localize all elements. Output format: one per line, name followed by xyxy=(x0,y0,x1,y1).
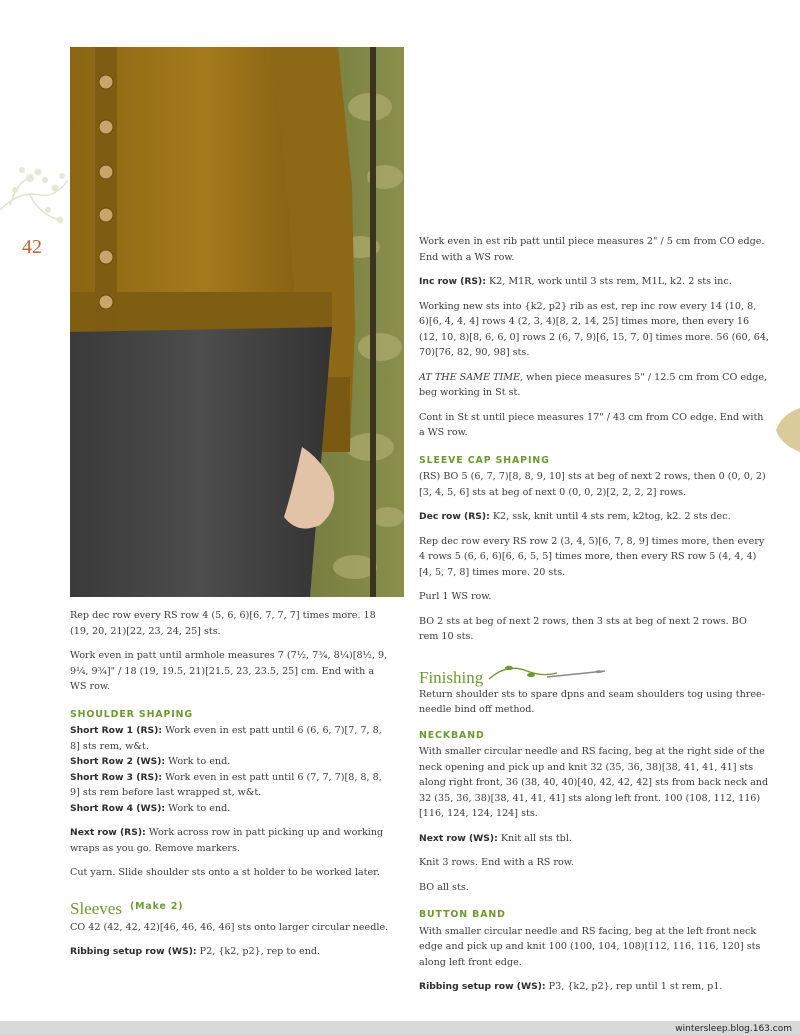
paragraph: With smaller circular needle and RS facing, beg at the right side of the neck opening and pick up and knit 32 (35, 36, 38)[38, 41, 41, 41] sts along right front, 36 (38, 40, 40)[40, 42, 42, 42] sts from back neck and 32 (35, 36, 38)[38, 41, 41, 41] sts along left front. 100 (108, 112, 116)[116, 124, 124, 124] sts. xyxy=(419,746,769,819)
paragraph: BO all sts. xyxy=(419,881,469,893)
instruction-line xyxy=(70,770,390,801)
text: Work to end. xyxy=(165,802,231,814)
paragraph: Cont in St st until piece measures 17" / 43 cm from CO edge. End with a WS row. xyxy=(419,411,764,438)
label: Short Row 3 (RS): xyxy=(70,771,163,783)
photo-cardigan xyxy=(70,47,404,597)
paragraph: Knit 3 rows. End with a RS row. xyxy=(419,857,574,868)
label: Short Row 2 (WS): xyxy=(70,756,166,767)
paragraph: Work even in est rib patt until piece measures 2" / 5 cm from CO edge. End with a WS row. xyxy=(419,236,765,263)
title: Sleeves xyxy=(70,898,122,918)
paragraph: Rep dec row every RS row 2 (3, 4, 5)[6, 7, 8, 9] times more, then every 4 rows 5 (6, 6, 6)[6, 6, 5, 5] times more, then every RS row 5 (4, 4, 4)[4, 5, 7, 8] times more. 20 sts. xyxy=(419,535,765,578)
label: Next row (RS): xyxy=(70,827,146,838)
heading-button-band: BUTTON BAND xyxy=(419,909,506,920)
heading-sleeve-cap-shaping: SLEEVE CAP SHAPING xyxy=(419,454,550,466)
vine-ornament-icon xyxy=(0,150,70,240)
paragraph: Cut yarn. Slide shoulder sts onto a st holder to be worked later. xyxy=(70,867,380,878)
instruction-line xyxy=(419,831,769,847)
instruction-line xyxy=(70,754,390,770)
subtitle: (Make 2) xyxy=(129,900,184,912)
left-column xyxy=(70,608,390,969)
paragraph: (RS) BO 5 (6, 7, 7)[8, 8, 9, 10] sts at beg of next 2 rows, then 0 (0, 0, 2)[3, 4, 5, 6] sts at beg of next 0 (0, 0, 2)[2, 2, 2, 2] rows. xyxy=(419,471,766,498)
label: Next row (WS): xyxy=(419,832,498,844)
title: Finishing xyxy=(419,667,484,687)
instruction-line xyxy=(419,274,769,290)
text: Work across row in patt picking up and working wraps as you go. Remove markers. xyxy=(70,827,384,854)
section-title-finishing xyxy=(419,659,769,687)
text: Work even in est patt until 6 (7, 7, 7)[8, 8, 8, 9] sts rem before last wrapped st, w&t. xyxy=(70,771,382,798)
right-column xyxy=(419,234,769,1004)
paragraph: Rep dec row every RS row 4 (5, 6, 6)[6, 7, 7, 7] times more. 18 (19, 20, 21)[22, 23, 24, 25] sts. xyxy=(70,610,376,637)
paragraph: Purl 1 WS row. xyxy=(419,591,492,602)
text: K2, M1R, work until 3 sts rem, M1L, k2. 2 sts inc. xyxy=(485,276,732,287)
section-title-sleeves xyxy=(70,898,390,918)
emphasis: AT THE SAME TIME, xyxy=(419,371,524,383)
instruction-line xyxy=(70,944,390,960)
paragraph xyxy=(419,370,769,401)
paragraph: Return shoulder sts to spare dpns and seam shoulders tog using three-needle bind off method. xyxy=(419,688,765,715)
label: Ribbing setup row (WS): xyxy=(70,946,197,957)
paragraph: CO 42 (42, 42, 42)[46, 46, 46, 46] sts onto larger circular needle. xyxy=(70,921,389,933)
text: K2, ssk, knit until 4 sts rem, k2tog, k2. 2 sts dec. xyxy=(489,511,731,522)
instruction-line xyxy=(70,801,390,817)
text: P2, {k2, p2}, rep to end. xyxy=(196,946,321,957)
paragraph: Working new sts into {k2, p2} rib as est, rep inc row every 14 (10, 8, 6)[6, 4, 4, 4] rows 4 (2, 3, 4)[8, 2, 14, 25] times more, then every 16 (12, 10, 8)[8, 6, 6, 0] rows 2 (6, 7, 9)[6, 15, 7, 0] times more. 56 (60, 64, 70)[76, 82, 90, 98] sts. xyxy=(419,300,769,358)
label: Dec row (RS): xyxy=(419,511,490,522)
leaf-ornament-icon xyxy=(774,408,800,452)
label: Short Row 1 (RS): xyxy=(70,725,163,736)
needle-vine-icon xyxy=(487,659,607,687)
instruction-line xyxy=(419,509,769,525)
paragraph: With smaller circular needle and RS facing, beg at the left front neck edge and pick up and knit 100 (100, 104, 108)[112, 116, 116, 120] sts along left front edge. xyxy=(419,925,761,968)
text: Work even in est patt until 6 (6, 6, 7)[7, 7, 8, 8] sts rem, w&t. xyxy=(70,725,382,752)
label: Short Row 4 (WS): xyxy=(70,802,166,814)
footer-watermark: wintersleep.blog.163.com xyxy=(675,1024,792,1034)
paragraph: Work even in patt until armhole measures 7 (7½, 7¾, 8¼)[8½, 9, 9¼, 9¾]" / 18 (19, 19.5, 21)[21.5, 23, 23.5, 25] cm. End with a WS row. xyxy=(70,650,388,692)
instruction-line xyxy=(419,979,769,995)
heading-shoulder-shaping: SHOULDER SHAPING xyxy=(70,708,193,720)
instruction-line xyxy=(70,825,390,856)
text: P3, {k2, p2}, rep until 1 st rem, p1. xyxy=(545,981,723,992)
label: Inc row (RS): xyxy=(419,276,486,287)
heading-neckband: NECKBAND xyxy=(419,729,485,741)
paragraph: BO 2 sts at beg of next 2 rows, then 3 sts at beg of next 2 rows. BO rem 10 sts. xyxy=(419,615,747,642)
label: Ribbing setup row (WS): xyxy=(419,981,546,992)
text: Knit all sts tbl. xyxy=(497,832,572,844)
page-number: 42 xyxy=(22,236,42,258)
text: when piece measures 5" / 12.5 cm from CO edge, beg working in St st. xyxy=(419,371,768,398)
instruction-line xyxy=(70,723,390,754)
text: Work to end. xyxy=(165,756,231,767)
